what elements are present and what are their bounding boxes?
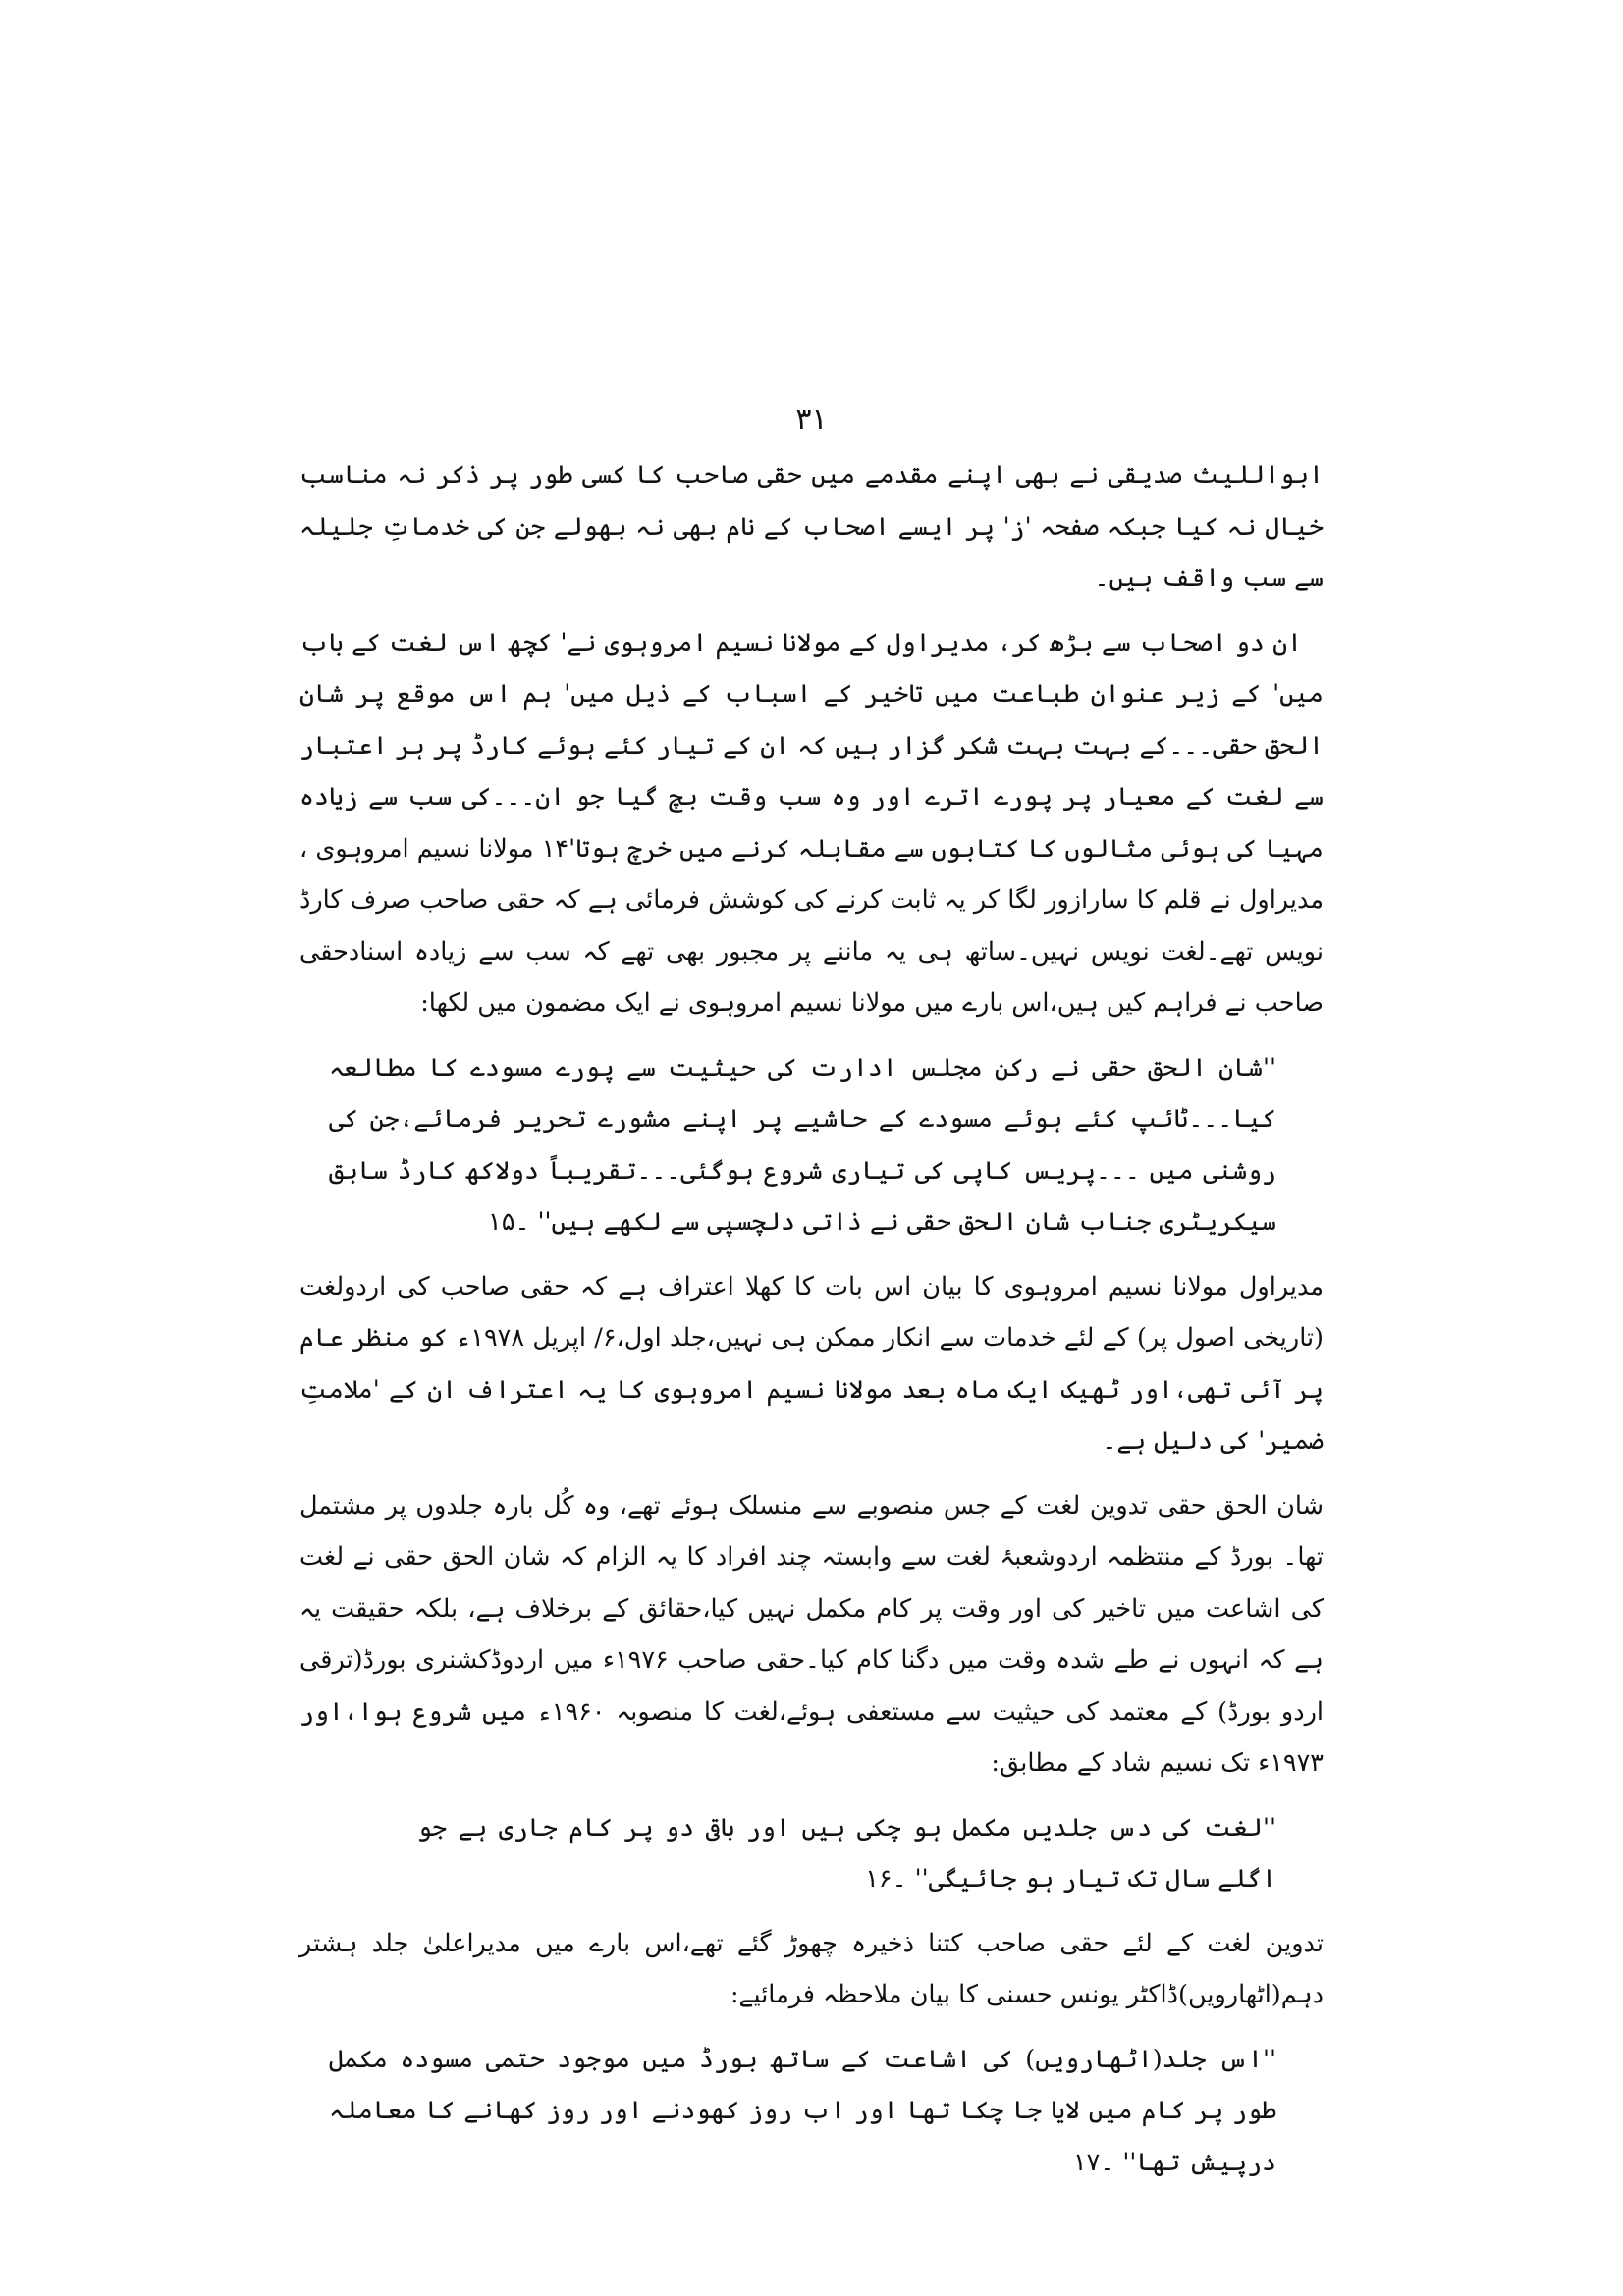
block-quote-2: ''لغت کی دس جلدیں مکمل ہو چکی ہیں اور باقی دو پر کام جاری ہے جو اگلے سال تک تیار ہو جائیگی'' ۔۱۶: [417, 1812, 1276, 1894]
block-quote-1: ''شان الحق حقی نے رکن مجلس ادارت کی حیثیت سے پورے مسودے کا مطالعہ کیا۔۔۔ٹائپ کئے ہوئے مسودے کے حاشیے پر اپنے مشورے تحریر فرمائے،جن کی روشنی میں ۔۔۔پریس کاپی کی تیاری شروع ہوگئی۔۔۔تقریباً دولاکھ کارڈ سابق سیکریٹری جناب شان الحق حقی نے ذاتی دلچسپی سے لکھے ہیں'' ۔۱۵: [329, 1052, 1276, 1237]
page-number: ۳۱: [795, 402, 828, 437]
body-text: [299, 450, 1324, 2201]
paragraph-1: ابواللیث صدیقی نے بھی اپنے مقدمے میں حقی صاحب کا کسی طور پر ذکر نہ مناسب خیال نہ کیا جبکہ صفحہ 'ز' پر ایسے اصحاب کے نام بھی نہ بھولے جن کی خدماتِ جلیلہ سے سب واقف ہیں۔: [299, 460, 1324, 593]
paragraph-2: ان دو اصحاب سے بڑھ کر، مدیراول کے مولانا نسیم امروہوی نے' کچھ اس لغت کے باب میں' کے زیر عنوان طباعت میں تاخیر کے اسباب کے ذیل میں' ہم اس موقع پر شان الحق حقی۔۔۔کے بہت بہت شکر گزار ہیں کہ ان کے تیار کئے ہوئے کارڈ پر ہر اعتبار سے لغت کے معیار پر پورے اترے اور وہ سب وقت بچ گیا جو ان۔۔۔کی سب سے زیادہ مہیا کی ہوئی مثالوں کا کتابوں سے مقابلہ کرنے میں خرچ ہوتا'۱۴ مولانا نسیم امروہوی ، مدیراول نے قلم کا سارازور لگا کر یہ ثابت کرنے کی کوشش فرمائی ہے کہ حقی صاحب صرف کارڈ نویس تھے۔لغت نویس نہیں۔ساتھ ہی یہ ماننے پر مجبور بھی تھے کہ سب سے زیادہ اسنادحقی صاحب نے فراہم کیں ہیں،اس بارے میں مولانا نسیم امروہوی نے ایک مضمون میں لکھا:: [299, 627, 1324, 1018]
paragraph-3: مدیراول مولانا نسیم امروہوی کا بیان اس بات کا کھلا اعتراف ہے کہ حقی صاحب کی اردولغت (تاریخی اصول پر) کے لئے خدمات سے انکار ممکن ہی نہیں،جلد اول،۶/ اپریل ۱۹۷۸ء کو منظر عام پر آئی تھی،اور ٹھیک ایک ماہ بعد مولانا نسیم امروہوی کا یہ اعتراف ان کے 'ملامتِ ضمیر' کی دلیل ہے۔: [299, 1271, 1325, 1456]
paragraph-4: شان الحق حقی تدوین لغت کے جس منصوبے سے منسلک ہوئے تھے، وہ کُل بارہ جلدوں پر مشتمل تھا۔ بورڈ کے منتظمہ اردوشعبۂ لغت سے وابستہ چند افراد کا یہ الزام کہ شان الحق حقی نے لغت کی اشاعت میں تاخیر کی اور وقت پر کام مکمل نہیں کیا،حقائق کے برخلاف ہے، بلکہ حقیقت یہ ہے کہ انہوں نے طے شدہ وقت میں دگنا کام کیا۔حقی صاحب ۱۹۷۶ء میں اردوڈکشنری بورڈ(ترقی اردو بورڈ) کے معتمد کی حیثیت سے مستعفی ہوئے،لغت کا منصوبہ ۱۹۶۰ء میں شروع ہوا،اور ۱۹۷۳ء تک نسیم شاد کے مطابق:: [299, 1490, 1324, 1778]
paragraph-5: تدوین لغت کے لئے حقی صاحب کتنا ذخیرہ چھوڑ گئے تھے،اس بارے میں مدیراعلیٰ جلد ہشتر دہم(اٹھارویں)ڈاکٹر یونس حسنی کا بیان ملاحظہ فرمائیے:: [299, 1928, 1324, 2009]
block-quote-3: ''اس جلد(اٹھارویں) کی اشاعت کے ساتھ بورڈ میں موجود حتمی مسودہ مکمل طور پر کام میں لایا جا چکا تھا اور اب روز کھودنے اور روز کھانے کا معاملہ درپیش تھا'' ۔۱۷: [329, 2044, 1276, 2177]
